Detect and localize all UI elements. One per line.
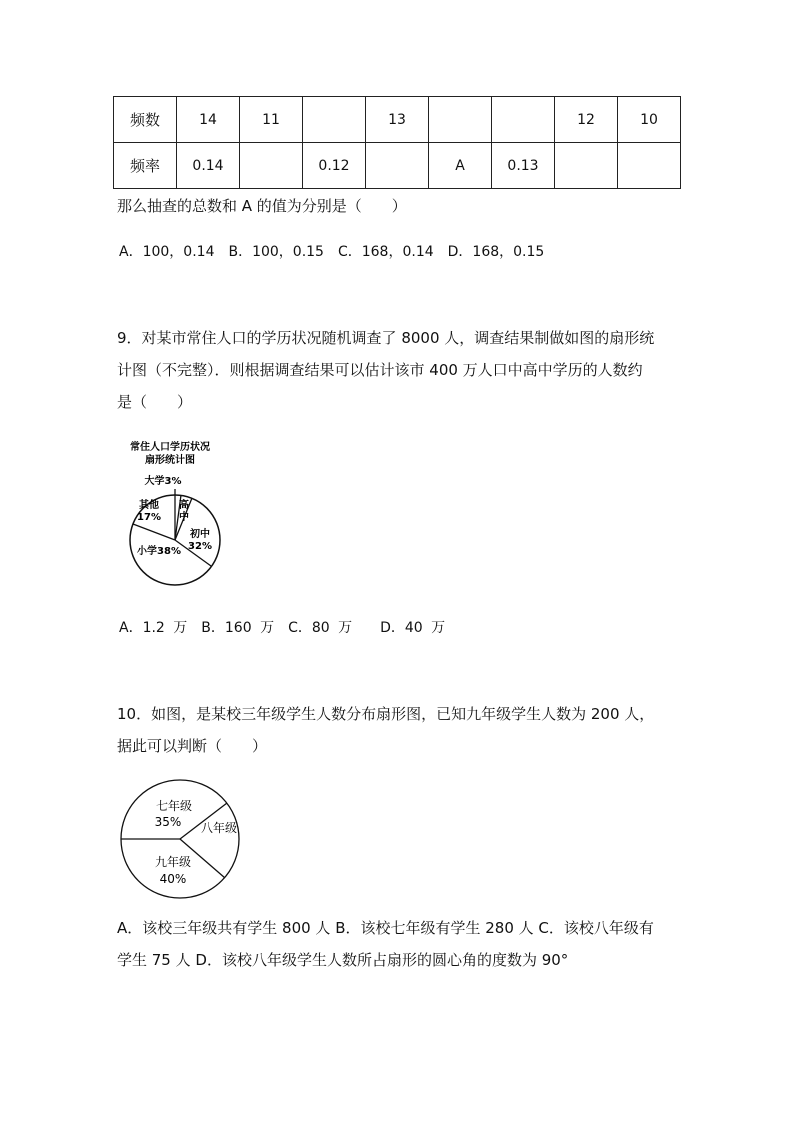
q9-stem-line2: 计图（不完整）．则根据调查结果可以估计该市 400 万人口中高中学历的人数约	[117, 361, 643, 379]
row-header: 频数	[114, 97, 177, 143]
table-cell: 0.12	[303, 143, 366, 189]
chart-title-line2: 扇形统计图	[145, 455, 195, 466]
table-cell	[366, 143, 429, 189]
table-row	[114, 143, 681, 189]
table-cell	[555, 143, 618, 189]
table-cell: 11	[240, 97, 303, 143]
label-grade8: 八年级	[200, 821, 238, 835]
label-daxue: 大学3%	[144, 476, 182, 487]
label-grade9: 九年级	[154, 855, 192, 869]
row-header: 频率	[114, 143, 177, 189]
table-cell: 12	[555, 97, 618, 143]
label-chuzhong-pct: 32%	[188, 541, 212, 552]
label-gaozhong: 高	[179, 500, 189, 511]
education-pie-chart	[118, 436, 230, 596]
table-cell	[492, 97, 555, 143]
table-cell: 0.14	[177, 143, 240, 189]
label-grade9-pct: 40%	[159, 872, 187, 886]
table-cell	[618, 143, 681, 189]
grade-pie-chart	[118, 778, 244, 902]
frequency-table	[113, 96, 681, 189]
label-qita-pct: 17%	[137, 512, 161, 523]
q10-options-line1: A．该校三年级共有学生 800 人 B．该校七年级有学生 280 人 C．该校八年级有	[117, 919, 654, 937]
table-cell	[240, 143, 303, 189]
label-grade7-pct: 35%	[154, 815, 182, 829]
table-cell: 13	[366, 97, 429, 143]
q8-stem: 那么抽查的总数和 A 的值为分别是（ ）	[117, 197, 407, 215]
q8-options: A．100，0.14 B．100，0.15 C．168，0.14 D．168，0.15	[119, 244, 545, 260]
label-qita: 其他	[139, 500, 159, 511]
chart-title-line1: 常住人口学历状况	[130, 442, 210, 453]
table-cell: 0.13	[492, 143, 555, 189]
label-grade7: 七年级	[155, 799, 193, 813]
q9-options: A．1.2 万 B．160 万 C．80 万 D．40 万	[119, 620, 446, 636]
q10-stem-line2: 据此可以判断（ ）	[117, 737, 268, 755]
table-cell	[429, 97, 492, 143]
table-cell: 10	[618, 97, 681, 143]
table-cell: 14	[177, 97, 240, 143]
q10-options-line2: 学生 75 人 D．该校八年级学生人数所占扇形的圆心角的度数为 90°	[117, 951, 569, 969]
label-gaozhong-2: 中	[179, 512, 189, 523]
q9-stem-line3: 是（ ）	[117, 393, 193, 411]
table-cell: A	[429, 143, 492, 189]
q9-stem-line1: 9．对某市常住人口的学历状况随机调查了 8000 人，调查结果制做如图的扇形统	[117, 329, 655, 347]
label-xiaoxue: 小学38%	[137, 546, 181, 557]
table-row	[114, 97, 681, 143]
label-chuzhong: 初中	[190, 529, 210, 540]
table-cell	[303, 97, 366, 143]
q10-stem-line1: 10．如图，是某校三年级学生人数分布扇形图，已知九年级学生人数为 200 人，	[117, 705, 655, 723]
